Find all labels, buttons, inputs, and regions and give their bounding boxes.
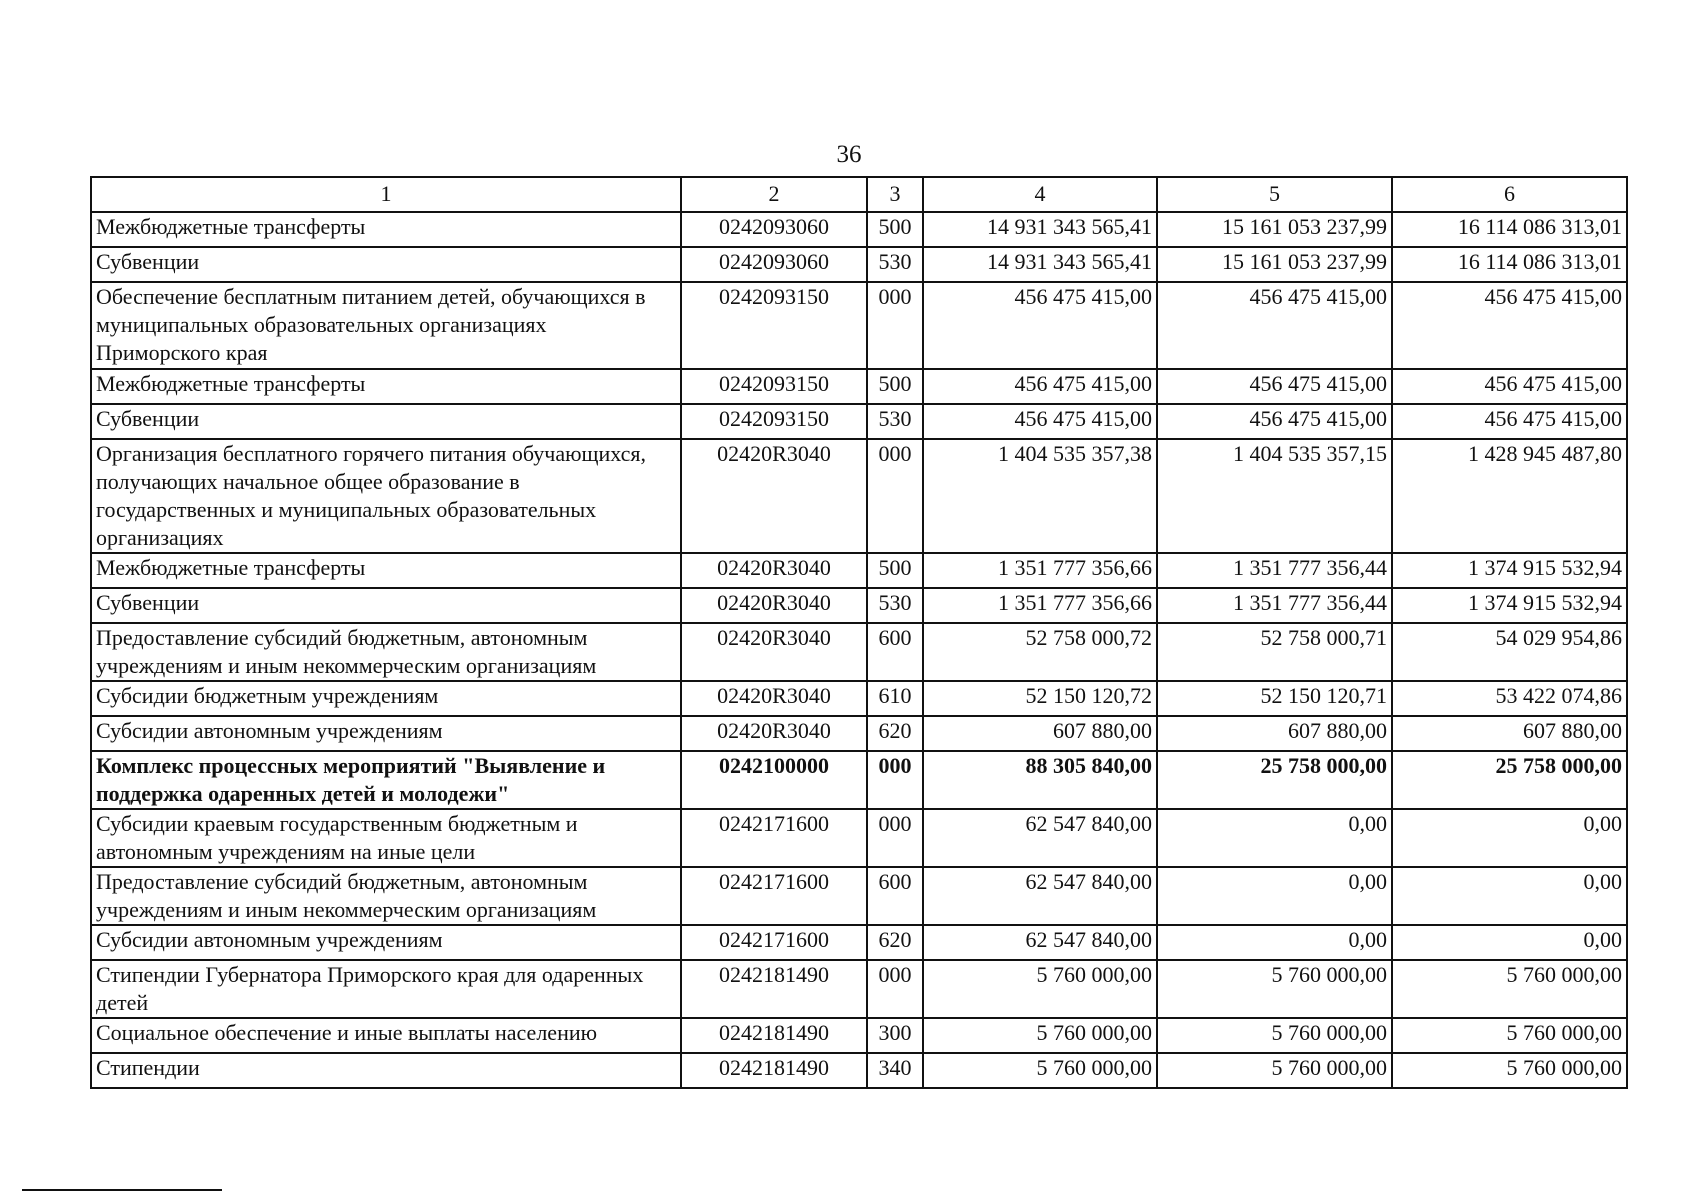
table-row bbox=[91, 681, 1627, 716]
column-header-5: 5 bbox=[1157, 177, 1392, 212]
row-value-4-cell: 456 475 415,00 bbox=[923, 282, 1157, 369]
row-value-5-cell: 25 758 000,00 bbox=[1157, 751, 1392, 809]
row-value-6-cell: 53 422 074,86 bbox=[1392, 681, 1627, 716]
row-name-cell: Субвенции bbox=[91, 404, 681, 439]
row-value-5-cell: 456 475 415,00 bbox=[1157, 369, 1392, 404]
row-type-cell: 000 bbox=[867, 439, 923, 553]
row-type-cell: 000 bbox=[867, 751, 923, 809]
row-type-cell: 500 bbox=[867, 553, 923, 588]
row-value-6-cell: 5 760 000,00 bbox=[1392, 1053, 1627, 1088]
row-name-cell: Субсидии автономным учреждениям bbox=[91, 716, 681, 751]
row-code-cell: 02420R3040 bbox=[681, 681, 867, 716]
row-value-4-cell: 52 150 120,72 bbox=[923, 681, 1157, 716]
table-row bbox=[91, 404, 1627, 439]
row-code-cell: 02420R3040 bbox=[681, 439, 867, 553]
row-name-cell: Предоставление субсидий бюджетным, автономным учреждениям и иным некоммерческим организациям bbox=[91, 867, 681, 925]
row-code-cell: 0242181490 bbox=[681, 1018, 867, 1053]
table-row bbox=[91, 439, 1627, 553]
table-row bbox=[91, 925, 1627, 960]
row-name-cell: Межбюджетные трансферты bbox=[91, 212, 681, 247]
row-type-cell: 000 bbox=[867, 960, 923, 1018]
row-type-cell: 300 bbox=[867, 1018, 923, 1053]
row-value-6-cell: 16 114 086 313,01 bbox=[1392, 247, 1627, 282]
table-row bbox=[91, 247, 1627, 282]
row-value-4-cell: 1 351 777 356,66 bbox=[923, 553, 1157, 588]
table-body bbox=[91, 177, 1627, 1088]
table-header-row bbox=[91, 177, 1627, 212]
row-code-cell: 0242093060 bbox=[681, 212, 867, 247]
row-value-5-cell: 1 404 535 357,15 bbox=[1157, 439, 1392, 553]
row-value-5-cell: 5 760 000,00 bbox=[1157, 1053, 1392, 1088]
row-value-6-cell: 1 374 915 532,94 bbox=[1392, 553, 1627, 588]
row-value-6-cell: 456 475 415,00 bbox=[1392, 282, 1627, 369]
row-type-cell: 600 bbox=[867, 867, 923, 925]
row-value-4-cell: 14 931 343 565,41 bbox=[923, 212, 1157, 247]
row-type-cell: 340 bbox=[867, 1053, 923, 1088]
table-row bbox=[91, 282, 1627, 369]
row-name-cell: Стипендии bbox=[91, 1053, 681, 1088]
table-row bbox=[91, 1053, 1627, 1088]
table-row bbox=[91, 623, 1627, 681]
row-value-4-cell: 456 475 415,00 bbox=[923, 404, 1157, 439]
row-code-cell: 0242171600 bbox=[681, 925, 867, 960]
row-name-cell: Межбюджетные трансферты bbox=[91, 369, 681, 404]
row-code-cell: 02420R3040 bbox=[681, 553, 867, 588]
row-type-cell: 610 bbox=[867, 681, 923, 716]
row-value-5-cell: 52 758 000,71 bbox=[1157, 623, 1392, 681]
row-type-cell: 500 bbox=[867, 212, 923, 247]
row-value-4-cell: 62 547 840,00 bbox=[923, 867, 1157, 925]
row-name-cell: Обеспечение бесплатным питанием детей, обучающихся в муниципальных образовательных организациях Приморского края bbox=[91, 282, 681, 369]
row-code-cell: 0242100000 bbox=[681, 751, 867, 809]
row-type-cell: 500 bbox=[867, 369, 923, 404]
row-value-5-cell: 52 150 120,71 bbox=[1157, 681, 1392, 716]
table-row bbox=[91, 1018, 1627, 1053]
row-value-6-cell: 607 880,00 bbox=[1392, 716, 1627, 751]
row-value-6-cell: 456 475 415,00 bbox=[1392, 404, 1627, 439]
row-type-cell: 530 bbox=[867, 588, 923, 623]
row-value-5-cell: 1 351 777 356,44 bbox=[1157, 553, 1392, 588]
row-name-cell: Субсидии бюджетным учреждениям bbox=[91, 681, 681, 716]
row-code-cell: 0242171600 bbox=[681, 867, 867, 925]
row-code-cell: 0242093150 bbox=[681, 282, 867, 369]
row-value-6-cell: 5 760 000,00 bbox=[1392, 1018, 1627, 1053]
row-value-6-cell: 0,00 bbox=[1392, 867, 1627, 925]
row-value-5-cell: 0,00 bbox=[1157, 867, 1392, 925]
row-value-4-cell: 456 475 415,00 bbox=[923, 369, 1157, 404]
row-value-4-cell: 5 760 000,00 bbox=[923, 960, 1157, 1018]
row-type-cell: 530 bbox=[867, 404, 923, 439]
row-value-5-cell: 0,00 bbox=[1157, 925, 1392, 960]
row-value-4-cell: 5 760 000,00 bbox=[923, 1018, 1157, 1053]
row-value-4-cell: 1 404 535 357,38 bbox=[923, 439, 1157, 553]
row-type-cell: 000 bbox=[867, 282, 923, 369]
table-row bbox=[91, 867, 1627, 925]
row-value-6-cell: 456 475 415,00 bbox=[1392, 369, 1627, 404]
column-header-1: 1 bbox=[91, 177, 681, 212]
row-value-5-cell: 5 760 000,00 bbox=[1157, 1018, 1392, 1053]
row-name-cell: Субсидии автономным учреждениям bbox=[91, 925, 681, 960]
row-value-5-cell: 15 161 053 237,99 bbox=[1157, 247, 1392, 282]
row-value-4-cell: 62 547 840,00 bbox=[923, 809, 1157, 867]
table-row bbox=[91, 369, 1627, 404]
row-code-cell: 0242093060 bbox=[681, 247, 867, 282]
budget-table bbox=[90, 176, 1628, 1089]
table-row bbox=[91, 553, 1627, 588]
row-value-5-cell: 456 475 415,00 bbox=[1157, 282, 1392, 369]
row-code-cell: 0242181490 bbox=[681, 1053, 867, 1088]
row-value-5-cell: 15 161 053 237,99 bbox=[1157, 212, 1392, 247]
row-value-5-cell: 607 880,00 bbox=[1157, 716, 1392, 751]
row-value-5-cell: 0,00 bbox=[1157, 809, 1392, 867]
row-value-4-cell: 1 351 777 356,66 bbox=[923, 588, 1157, 623]
table-row bbox=[91, 716, 1627, 751]
table-row bbox=[91, 588, 1627, 623]
row-value-4-cell: 52 758 000,72 bbox=[923, 623, 1157, 681]
row-name-cell: Комплекс процессных мероприятий "Выявление и поддержка одаренных детей и молодежи" bbox=[91, 751, 681, 809]
row-value-5-cell: 1 351 777 356,44 bbox=[1157, 588, 1392, 623]
row-type-cell: 620 bbox=[867, 716, 923, 751]
row-type-cell: 530 bbox=[867, 247, 923, 282]
column-header-2: 2 bbox=[681, 177, 867, 212]
table-row bbox=[91, 751, 1627, 809]
table-row bbox=[91, 212, 1627, 247]
row-value-6-cell: 25 758 000,00 bbox=[1392, 751, 1627, 809]
footnote-divider bbox=[22, 1189, 222, 1191]
row-value-4-cell: 14 931 343 565,41 bbox=[923, 247, 1157, 282]
row-code-cell: 02420R3040 bbox=[681, 623, 867, 681]
row-name-cell: Субсидии краевым государственным бюджетным и автономным учреждениям на иные цели bbox=[91, 809, 681, 867]
row-code-cell: 02420R3040 bbox=[681, 588, 867, 623]
row-value-6-cell: 54 029 954,86 bbox=[1392, 623, 1627, 681]
row-value-6-cell: 1 428 945 487,80 bbox=[1392, 439, 1627, 553]
row-code-cell: 0242181490 bbox=[681, 960, 867, 1018]
row-value-4-cell: 62 547 840,00 bbox=[923, 925, 1157, 960]
row-code-cell: 0242093150 bbox=[681, 404, 867, 439]
column-header-3: 3 bbox=[867, 177, 923, 212]
row-code-cell: 0242171600 bbox=[681, 809, 867, 867]
page-number: 36 bbox=[836, 141, 862, 168]
table-row bbox=[91, 960, 1627, 1018]
table-row bbox=[91, 809, 1627, 867]
row-name-cell: Социальное обеспечение и иные выплаты населению bbox=[91, 1018, 681, 1053]
row-value-6-cell: 5 760 000,00 bbox=[1392, 960, 1627, 1018]
row-name-cell: Организация бесплатного горячего питания обучающихся, получающих начальное общее образование в государственных и муниципальных образовательных организациях bbox=[91, 439, 681, 553]
row-value-6-cell: 0,00 bbox=[1392, 925, 1627, 960]
column-header-4: 4 bbox=[923, 177, 1157, 212]
row-value-6-cell: 0,00 bbox=[1392, 809, 1627, 867]
row-type-cell: 620 bbox=[867, 925, 923, 960]
row-type-cell: 600 bbox=[867, 623, 923, 681]
column-header-6: 6 bbox=[1392, 177, 1627, 212]
row-name-cell: Стипендии Губернатора Приморского края для одаренных детей bbox=[91, 960, 681, 1018]
row-name-cell: Межбюджетные трансферты bbox=[91, 553, 681, 588]
row-code-cell: 02420R3040 bbox=[681, 716, 867, 751]
row-name-cell: Предоставление субсидий бюджетным, автономным учреждениям и иным некоммерческим организациям bbox=[91, 623, 681, 681]
row-type-cell: 000 bbox=[867, 809, 923, 867]
row-value-5-cell: 5 760 000,00 bbox=[1157, 960, 1392, 1018]
row-value-4-cell: 88 305 840,00 bbox=[923, 751, 1157, 809]
row-value-4-cell: 607 880,00 bbox=[923, 716, 1157, 751]
row-value-4-cell: 5 760 000,00 bbox=[923, 1053, 1157, 1088]
row-value-6-cell: 1 374 915 532,94 bbox=[1392, 588, 1627, 623]
row-value-6-cell: 16 114 086 313,01 bbox=[1392, 212, 1627, 247]
row-value-5-cell: 456 475 415,00 bbox=[1157, 404, 1392, 439]
row-name-cell: Субвенции bbox=[91, 247, 681, 282]
row-name-cell: Субвенции bbox=[91, 588, 681, 623]
row-code-cell: 0242093150 bbox=[681, 369, 867, 404]
